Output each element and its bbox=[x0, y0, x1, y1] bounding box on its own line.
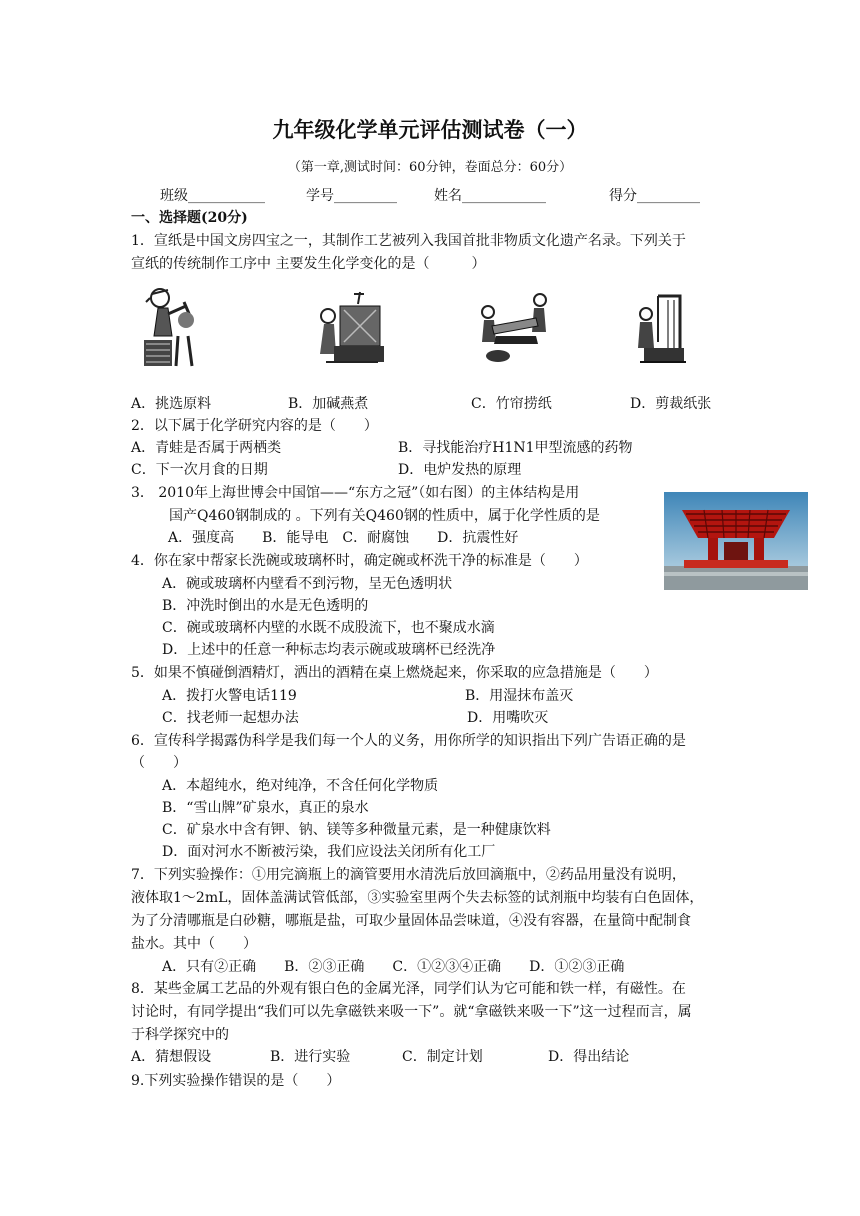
q6-option-c: C．矿泉水中含有钾、钠、镁等多种微量元素，是一种健康饮料 bbox=[162, 822, 551, 838]
q2-stem: 2．以下属于化学研究内容的是（ ） bbox=[131, 418, 378, 434]
name-field: 姓名____________ bbox=[434, 188, 546, 204]
q5-option-a: A．拨打火警电话119 bbox=[162, 688, 297, 704]
q7-line-1: 7．下列实验操作：①用完滴瓶上的滴管要用水清洗后放回滴瓶中，②药品用量没有说明， bbox=[131, 867, 686, 883]
q2-option-a: A．青蛙是否属于两栖类 bbox=[131, 440, 282, 456]
q2-option-d: D．电炉发热的原理 bbox=[398, 462, 522, 478]
q2-option-b: B．寻找能治疗H1N1甲型流感的药物 bbox=[398, 440, 633, 456]
q7-options: A．只有②正确 B．②③正确 C．①②③④正确 D．①②③正确 bbox=[162, 959, 625, 975]
q7-line-3: 为了分清哪瓶是白砂糖，哪瓶是盐，可取少量固体品尝味道，④没有容器，在量筒中配制食 bbox=[131, 913, 691, 929]
q3-line-2: 国产Q460钢制成的 。下列有关Q460钢的性质中，属于化学性质的是 bbox=[169, 508, 600, 524]
q7-line-2: 液体取1～2mL，固体盖满试管低部，③实验室里两个失去标签的试剂瓶中均装有白色固体， bbox=[131, 890, 704, 906]
q1-option-a: A．挑选原料 bbox=[131, 396, 212, 412]
q8-option-d: D．得出结论 bbox=[548, 1049, 630, 1065]
q1-option-c: C．竹帘捞纸 bbox=[471, 396, 552, 412]
q4-option-a: A．碗或玻璃杯内壁看不到污物，呈无色透明状 bbox=[162, 576, 453, 592]
score-field: 得分_________ bbox=[609, 188, 700, 204]
q8-option-b: B．进行实验 bbox=[270, 1049, 351, 1065]
q5-option-b: B．用湿抹布盖灭 bbox=[465, 688, 574, 704]
q4-option-c: C．碗或玻璃杯内壁的水既不成股流下，也不聚成水滴 bbox=[162, 620, 495, 636]
q6-line-2: （ ） bbox=[131, 755, 187, 771]
q1-option-d: D．剪裁纸张 bbox=[630, 396, 712, 412]
q8-line-1: 8．某些金属工艺品的外观有银白色的金属光泽，同学们认为它可能和铁一样，有磁性。在 bbox=[131, 981, 686, 997]
q1-option-b: B．加碱燕煮 bbox=[288, 396, 369, 412]
q1-line-2: 宣纸的传统制作工序中 主要发生化学变化的是（ ） bbox=[131, 256, 486, 272]
q5-option-d: D．用嘴吹灭 bbox=[467, 710, 549, 726]
q5-option-c: C．找老师一起想办法 bbox=[162, 710, 299, 726]
q9-stem: 9.下列实验操作错误的是（ ） bbox=[131, 1073, 341, 1089]
select-materials-illustration bbox=[138, 286, 208, 370]
q6-option-b: B．“雪山牌”矿泉水，真正的泉水 bbox=[162, 800, 369, 816]
q8-option-a: A．猜想假设 bbox=[131, 1049, 212, 1065]
q5-stem: 5．如果不慎碰倒酒精灯，洒出的酒精在桌上燃烧起来，你采取的应急措施是（ ） bbox=[131, 665, 658, 681]
q8-line-3: 于科学探究中的 bbox=[131, 1027, 229, 1043]
section-heading: 一、选择题(20分) bbox=[131, 210, 248, 226]
q7-line-4: 盐水。其中（ ） bbox=[131, 936, 257, 952]
q1-line-1: 1．宣纸是中国文房四宝之一，其制作工艺被列入我国首批非物质文化遗产名录。下列关于 bbox=[131, 233, 686, 249]
q3-options: A．强度高 B．能导电 C．耐腐蚀 D．抗震性好 bbox=[168, 530, 519, 546]
student-number-field: 学号_________ bbox=[306, 188, 397, 204]
q8-option-c: C．制定计划 bbox=[402, 1049, 483, 1065]
cutting-paper-illustration bbox=[630, 292, 690, 368]
q6-option-a: A．本超纯水，绝对纯净，不含任何化学物质 bbox=[162, 778, 439, 794]
china-pavilion-photo bbox=[664, 492, 808, 590]
class-field: 班级___________ bbox=[160, 188, 265, 204]
q4-option-b: B．冲洗时倒出的水是无色透明的 bbox=[162, 598, 369, 614]
page-subtitle: （第一章,测试时间：60分钟，卷面总分：60分） bbox=[287, 160, 573, 175]
boiling-with-alkali-illustration bbox=[314, 288, 386, 370]
q8-line-2: 讨论时，有同学提出“我们可以先拿磁铁来吸一下”。就“拿磁铁来吸一下”这一过程而言，属 bbox=[131, 1004, 692, 1020]
q6-option-d: D．面对河水不断被污染，我们应设法关闭所有化工厂 bbox=[162, 844, 496, 860]
page-title: 九年级化学单元评估测试卷（一） bbox=[272, 117, 588, 142]
q4-stem: 4．你在家中帮家长洗碗或玻璃杯时，确定碗或杯洗干净的标准是（ ） bbox=[131, 553, 588, 569]
q6-line-1: 6．宣传科学揭露伪科学是我们每一个人的义务，用你所学的知识指出下列广告语正确的是 bbox=[131, 733, 686, 749]
bamboo-screen-papermaking-illustration bbox=[476, 292, 556, 364]
q4-option-d: D．上述中的任意一种标志均表示碗或玻璃杯已经洗净 bbox=[162, 642, 496, 658]
q3-line-1: 3． 2010年上海世博会中国馆——“东方之冠”（如右图）的主体结构是用 bbox=[131, 485, 580, 501]
q2-option-c: C．下一次月食的日期 bbox=[131, 462, 268, 478]
